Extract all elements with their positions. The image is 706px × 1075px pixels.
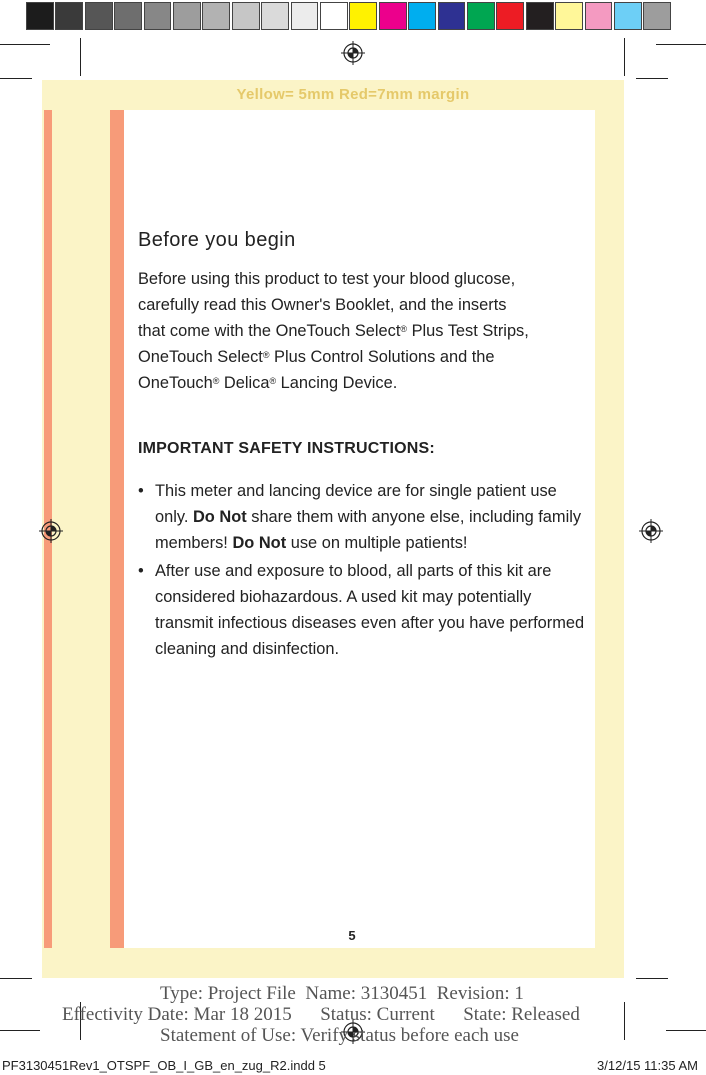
bullet-icon: •: [138, 562, 144, 580]
crop-mark: [666, 1030, 706, 1031]
safety-heading: IMPORTANT SAFETY INSTRUCTIONS:: [138, 440, 435, 457]
registration-mark-icon: [639, 519, 663, 543]
registration-mark-icon: [39, 519, 63, 543]
color-swatch: [349, 2, 377, 30]
color-swatch: [202, 2, 230, 30]
intro-line: OneTouch® Delica® Lancing Device.: [138, 374, 398, 392]
intro-line: OneTouch Select® Plus Control Solutions and the: [138, 348, 495, 366]
doc-meta-line: Statement of Use: Verify status before each use: [160, 1025, 519, 1046]
color-swatch: [144, 2, 172, 30]
color-swatch: [438, 2, 466, 30]
crop-mark: [80, 38, 81, 76]
crop-mark: [0, 44, 50, 45]
crop-mark: [0, 978, 32, 979]
emphasis: Do Not: [192, 508, 247, 526]
color-swatch: [173, 2, 201, 30]
bullet-icon: •: [138, 482, 144, 500]
crop-mark: [624, 1002, 625, 1040]
bullet-text: This meter and lancing device are for single patient use only. Do Not share them with anyone else, including family members! Do Not use on multiple patients!: [155, 482, 582, 552]
color-swatch: [55, 2, 83, 30]
color-swatch: [408, 2, 436, 30]
color-swatch: [379, 2, 407, 30]
doc-meta-line: Effectivity Date: Mar 18 2015 Status: Current State: Released: [62, 1004, 580, 1025]
color-swatch: [261, 2, 289, 30]
color-swatch: [114, 2, 142, 30]
crop-mark: [624, 38, 625, 76]
red-margin-strip: [110, 110, 124, 948]
section-title: Before you begin: [138, 229, 296, 251]
registration-mark-icon: [341, 41, 365, 65]
footer-date-time: 3/12/15 11:35 AM: [597, 1058, 698, 1073]
color-swatch: [467, 2, 495, 30]
color-swatch: [614, 2, 642, 30]
intro-line: Before using this product to test your blood glucose,: [138, 270, 516, 288]
color-swatch: [555, 2, 583, 30]
crop-mark: [636, 978, 668, 979]
safety-bullet: [138, 478, 590, 556]
bullet-text: After use and exposure to blood, all parts of this kit are considered biohazardous. A used kit may potentially transmit infectious diseases even after you have performed cleaning and disinfection.: [155, 562, 585, 658]
safety-bullet: [138, 558, 590, 662]
doc-meta-line: Type: Project File Name: 3130451 Revision: 1: [160, 983, 524, 1004]
crop-mark: [0, 78, 32, 79]
intro-line: that come with the OneTouch Select® Plus Test Strips,: [138, 322, 529, 340]
color-swatch: [26, 2, 54, 30]
color-swatch: [496, 2, 524, 30]
color-swatch: [232, 2, 260, 30]
crop-mark: [656, 44, 706, 45]
color-swatch: [291, 2, 319, 30]
page-number: 5: [348, 928, 356, 943]
crop-mark: [636, 78, 668, 79]
color-swatch: [585, 2, 613, 30]
footer-file-name: PF3130451Rev1_OTSPF_OB_I_GB_en_zug_R2.indd 5: [2, 1058, 326, 1073]
color-swatch: [85, 2, 113, 30]
color-swatch: [526, 2, 554, 30]
crop-mark: [0, 1030, 40, 1031]
margin-label: Yellow= 5mm Red=7mm margin: [236, 86, 470, 103]
color-swatch: [643, 2, 671, 30]
intro-paragraph: [138, 266, 578, 396]
color-swatch: [320, 2, 348, 30]
emphasis: Do Not: [232, 534, 287, 552]
intro-line: carefully read this Owner's Booklet, and the inserts: [138, 296, 507, 314]
